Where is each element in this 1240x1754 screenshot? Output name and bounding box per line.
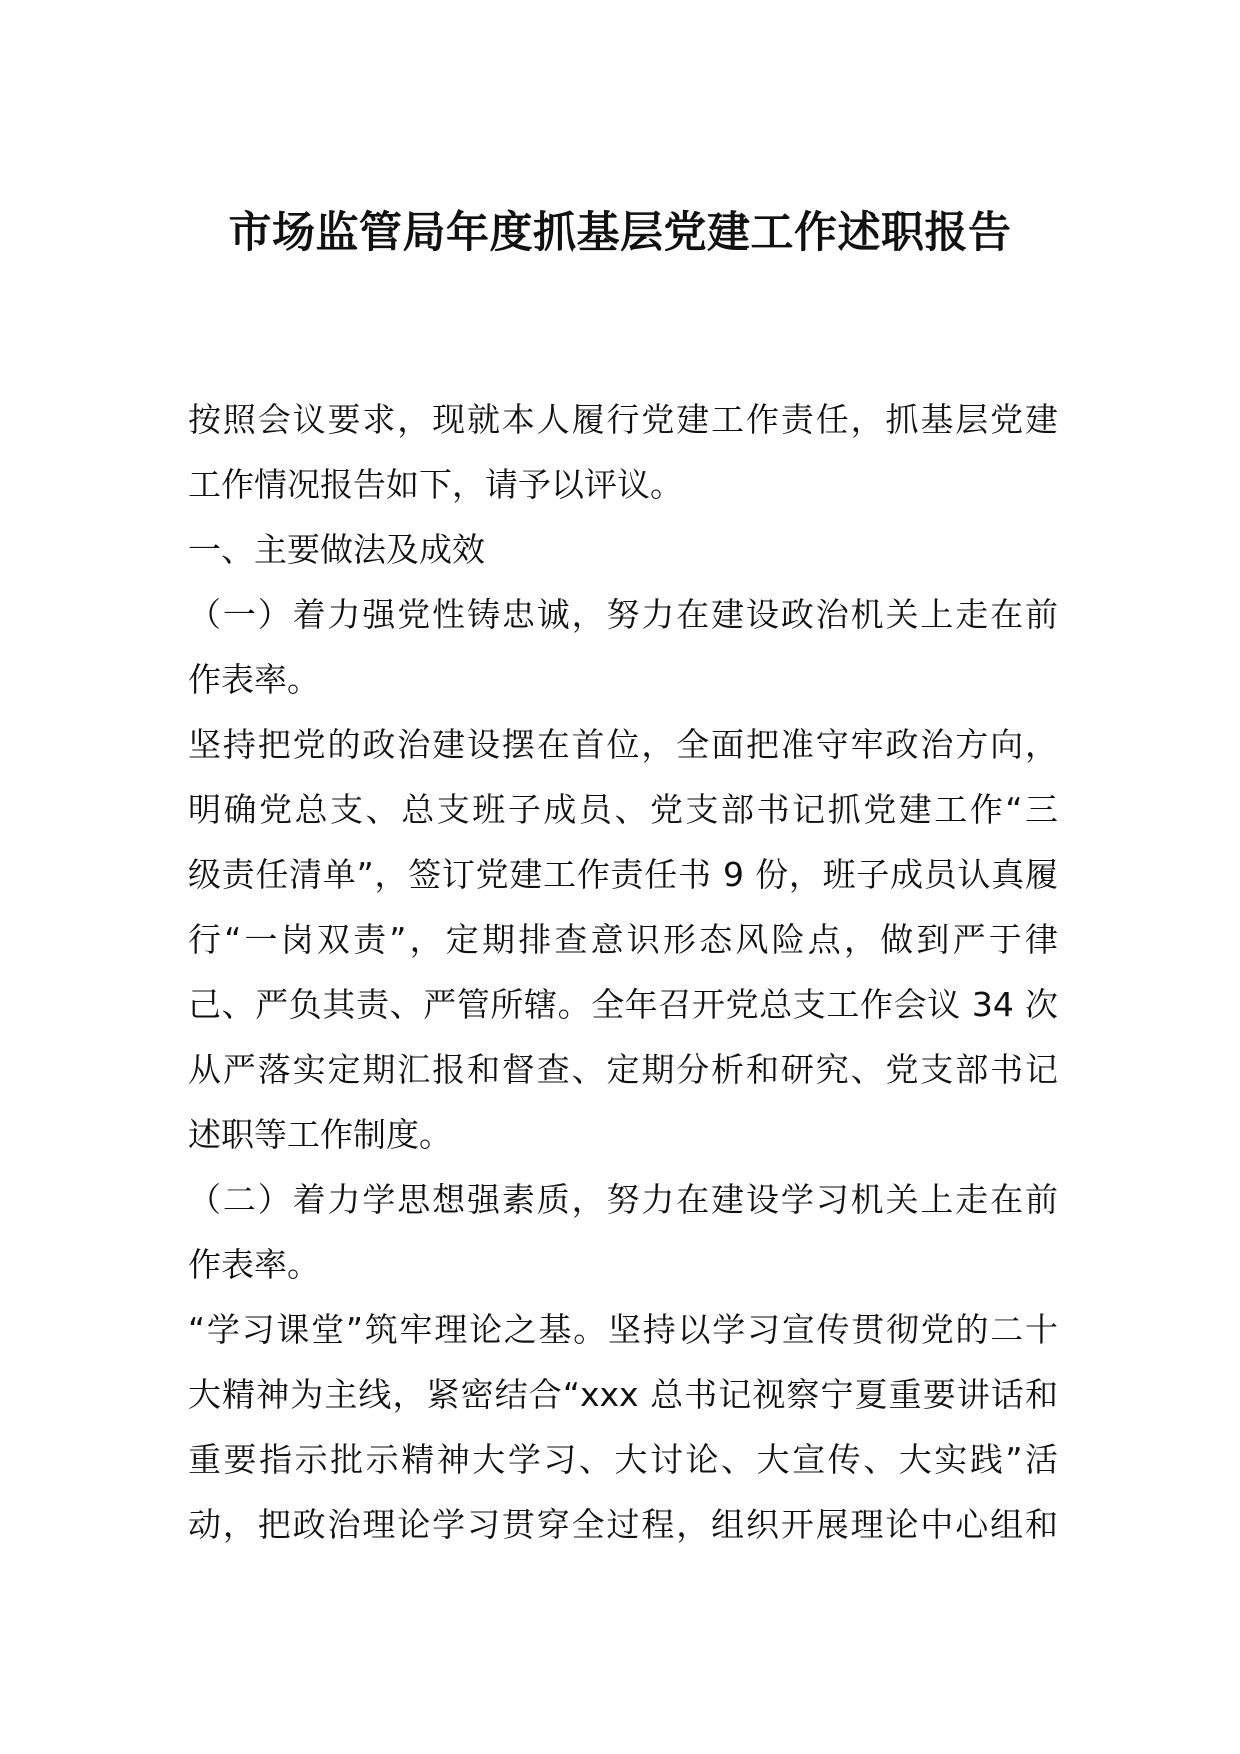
body-line: 述职等工作制度。 [188, 1115, 452, 1154]
document-title: 市场监管局年度抓基层党建工作述职报告 [228, 208, 1012, 258]
body-line: 坚持把党的政治建设摆在首位，全面把准守牢政治方向， [188, 725, 1058, 764]
body-line: 工作情况报告如下，请予以评议。 [188, 465, 683, 504]
body-line: 明确党总支、总支班子成员、党支部书记抓党建工作“三 [188, 790, 1058, 829]
subsection-heading: （二）着力学思想强素质，努力在建设学习机关上走在前 [188, 1180, 1058, 1219]
body-line: 己、严负其责、严管所辖。全年召开党总支工作会议 34 次 [188, 985, 1058, 1024]
subsection-heading-continued: 作表率。 [188, 1245, 320, 1284]
subsection-heading: （一）着力强党性铸忠诚，努力在建设政治机关上走在前 [188, 595, 1058, 634]
body-line: 按照会议要求，现就本人履行党建工作责任，抓基层党建 [188, 400, 1058, 439]
subsection-heading-continued: 作表率。 [188, 660, 320, 699]
body-line: “学习课堂”筑牢理论之基。坚持以学习宣传贯彻党的二十 [188, 1310, 1058, 1349]
body-line: 大精神为主线，紧密结合“xxx 总书记视察宁夏重要讲话和 [188, 1375, 1058, 1414]
body-line: 级责任清单”，签订党建工作责任书 9 份，班子成员认真履 [188, 855, 1058, 894]
section-heading: 一、主要做法及成效 [188, 530, 485, 569]
body-line: 行“一岗双责”，定期排查意识形态风险点，做到严于律 [188, 920, 1058, 959]
body-line: 重要指示批示精神大学习、大讨论、大宣传、大实践”活 [188, 1440, 1058, 1479]
body-line: 动，把政治理论学习贯穿全过程，组织开展理论中心组和 [188, 1505, 1058, 1544]
body-line: 从严落实定期汇报和督查、定期分析和研究、党支部书记 [188, 1050, 1058, 1089]
